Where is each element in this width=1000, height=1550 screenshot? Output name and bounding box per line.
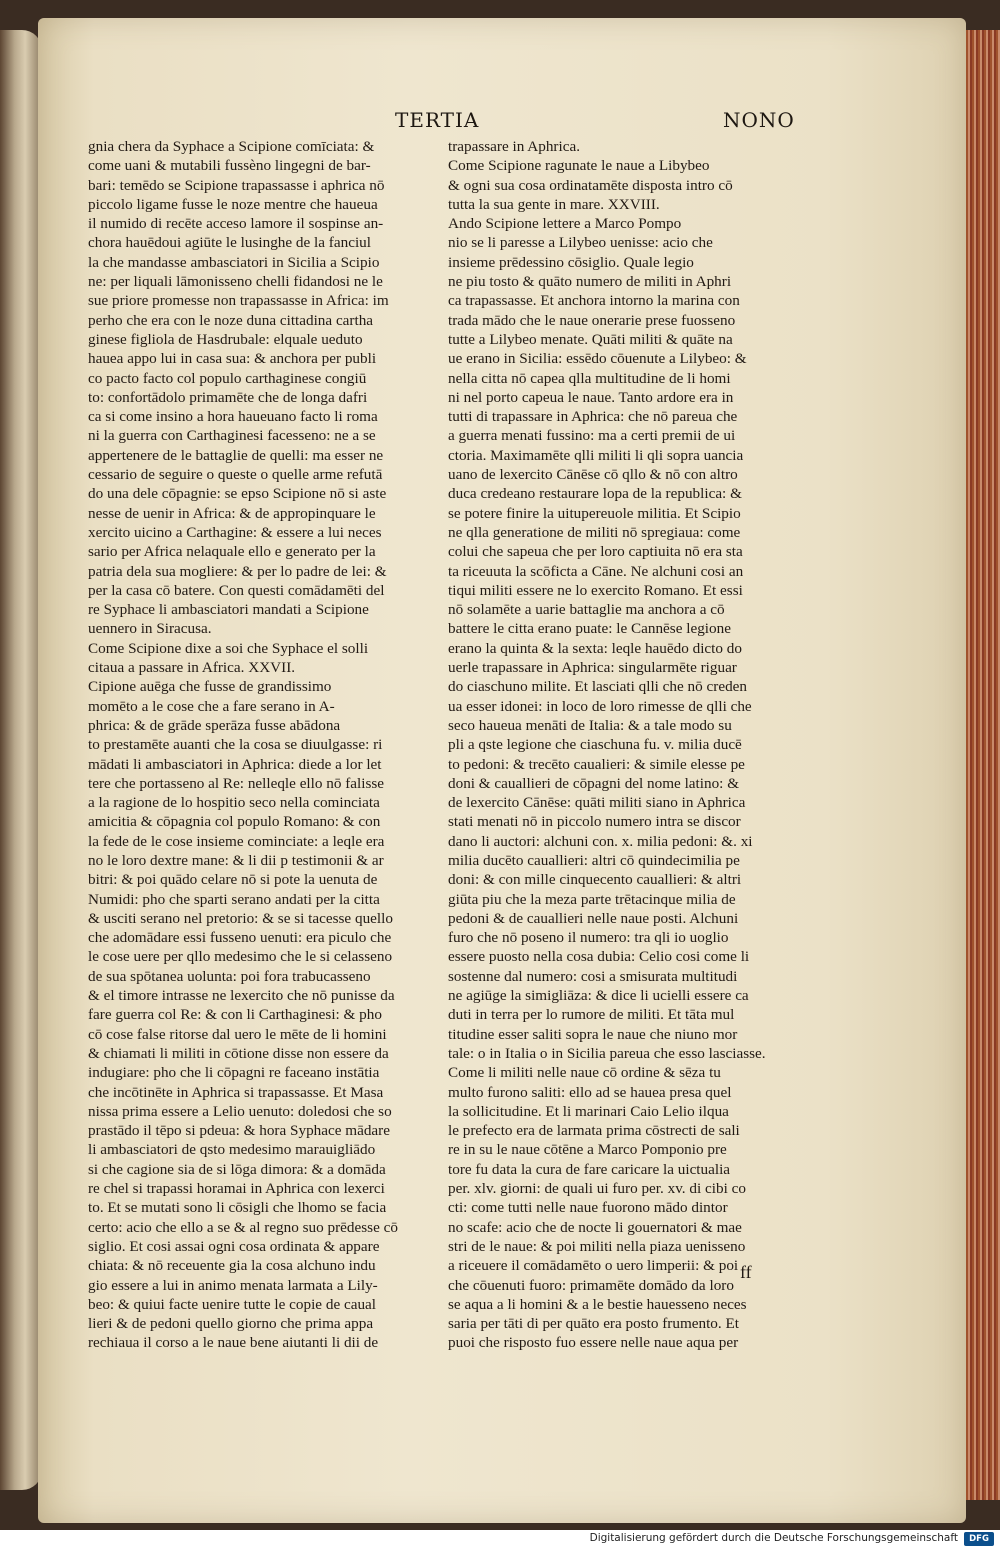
signature-mark: ff [740, 1262, 752, 1282]
left-text-column [88, 137, 434, 1353]
text-line: seco haueua menāti de Italia: & a tale modo su [448, 716, 732, 734]
text-line: nella citta nō capea qlla multitudine de li homi [448, 369, 731, 387]
text-line: Cipione auēga che fusse de grandissimo [88, 678, 332, 696]
text-line: amicitia & cōpagnia col populo Romano: & con [88, 813, 381, 831]
text-line: do una dele cōpagnie: se epso Scipione nō si aste [88, 485, 387, 503]
text-line: titudine esser saliti sopra le naue che niuno mor [448, 1025, 738, 1043]
running-head [0, 96, 1000, 136]
text-line: si che cagione sia de si lōga dimora: & a domāda [88, 1160, 386, 1178]
text-line: ni la guerra con Carthaginesi facesseno: ne a se [88, 427, 376, 445]
text-line: no le loro dextre mane: & li dii p testimonii & ar [88, 851, 384, 869]
text-line: sostenne dal numero: cosi a smisurata multitudi [448, 967, 738, 985]
text-line: ctoria. Maximamēte qlli militi li qli sopra uancia [448, 446, 744, 464]
text-line: prastādo il tēpo si pdeua: & hora Syphace mādare [88, 1122, 390, 1140]
left-page-edge [0, 30, 42, 1490]
text-line: chora hauēdoui agiūte le lusinghe de la fanciul [88, 234, 371, 252]
text-line: mādati li ambasciatori in Aphrica: diede a lor let [88, 755, 382, 773]
text-line: de sua spōtanea uolunta: poi fora trabucasseno [88, 967, 371, 985]
text-line: appertenere de le battaglie de quelli: ma esser ne [88, 446, 384, 464]
text-line: li ambasciatori de qsto medesimo marauigliādo [88, 1141, 376, 1159]
text-line: bitri: & poi quādo celare nō si pote la uenuta de [88, 871, 378, 889]
text-line: che adomādare essi fusseno uenuti: era piculo che [88, 929, 392, 947]
text-line: do ciaschuno milite. Et lasciati qlli che nō creden [448, 678, 748, 696]
text-line: to: confortādolo primamēte che de longa dafri [88, 388, 368, 406]
text-line: certo: acio che ello a se & al regno suo prēdesse cō [88, 1218, 398, 1236]
text-line: momēto a le cose che a fare serano in A- [88, 697, 335, 715]
text-line: & ogni sua cosa ordinatamēte disposta intro cō [448, 176, 733, 194]
text-line: Come li militi nelle naue cō ordine & sēza tu [448, 1064, 721, 1082]
text-line: tere che portasseno al Re: nelleqle ello nō falisse [88, 774, 385, 792]
text-line: to pedoni: & trecēto caualieri: & simile elesse pe [448, 755, 745, 773]
text-line: insieme prēdessino cōsiglio. Quale legio [448, 253, 694, 271]
text-line: cessario de seguire o queste o quelle arme refutā [88, 466, 383, 484]
text-line: a riceuere il comādamēto o uero limperii: & poi [448, 1257, 739, 1275]
text-line: sue priore promesse non trapassasse in Africa: im [88, 292, 389, 310]
text-line: tutti di trapassare in Aphrica: che nō pareua che [448, 408, 738, 426]
text-line: chiata: & nō receuente gia la cosa alchuno indu [88, 1257, 376, 1275]
text-line: ca trapassasse. Et anchora intorno la marina con [448, 292, 740, 310]
text-line: puoi che risposto fuo essere nelle naue aqua per [448, 1334, 739, 1352]
footer-bar [0, 1530, 1000, 1550]
text-line: erano la quinta & la sexta: leqle hauēdo dicto do [448, 639, 742, 657]
text-line: ue erano in Sicilia: essēdo cōuenute a Lilybeo: & [448, 350, 747, 368]
text-line: pedoni & de cauallieri nelle naue posti. Alchuni [448, 909, 739, 927]
text-line: & usciti serano nel pretorio: & se si tacesse quello [88, 909, 393, 927]
text-line: duti in terra per lo rumore de militi. Et tāta mul [448, 1006, 735, 1024]
text-line: ua esser idonei: in loco de loro rimesse de qlli che [448, 697, 752, 715]
text-line: co pacto facto col populo carthaginese congiū [88, 369, 367, 387]
text-line: sario per Africa nelaquale ello e generato per la [88, 543, 376, 561]
text-line: re Syphace li ambasciatori mandati a Scipione [88, 601, 369, 619]
text-line: fare guerra col Re: & con li Carthaginesi: & pho [88, 1006, 382, 1024]
text-line: furo che nō poseno il numero: tra qli io uoglio [448, 929, 729, 947]
text-line: nō solamēte a uarie battaglie ma anchora a cō [448, 601, 725, 619]
text-line: cō cose false ritorse dal uero le mēte de li homini [88, 1025, 387, 1043]
text-line: patria dela sua mogliere: & per lo padre de lei: & [88, 562, 387, 580]
text-line: tutte a Lilybeo menate. Quāti militi & quāte na [448, 330, 733, 348]
text-line: & chiamati li militi in cōtione disse non essere da [88, 1044, 389, 1062]
text-line: la che mandasse ambasciatori in Sicilia a Scipio [88, 253, 380, 271]
text-line: de lexercito Cānēse: quāti militi siano in Aphrica [448, 794, 746, 812]
text-line: a guerra menati fussino: ma a certi premii de ui [448, 427, 736, 445]
right-text-column [448, 137, 794, 1353]
text-line: se potere finire la uitupereuole militia. Et Scipio [448, 504, 741, 522]
text-line: & el timore intrasse ne lexercito che nō punisse da [88, 987, 395, 1005]
text-line: uennero in Siracusa. [88, 620, 212, 638]
text-line: nio se li paresse a Lilybeo uenisse: acio che [448, 234, 713, 252]
text-line: per. xlv. giorni: de quali ui furo per. xv. di cibi co [448, 1180, 746, 1198]
text-line: ne qlla generatione de militi nō spregiaua: come [448, 523, 741, 541]
text-line: ni nel porto capeua le naue. Tanto ardore era in [448, 388, 734, 406]
text-line: ne: per liquali lāmonisseno chelli fidandosi ne le [88, 273, 383, 291]
running-head-center: TERTIA [395, 108, 480, 132]
text-line: saria per tāti di per quāto era posto frumento. Et [448, 1315, 739, 1333]
text-line: re in su le naue cōtēne a Marco Pomponio pre [448, 1141, 727, 1159]
text-line: siglio. Et cosi assai ogni cosa ordinata & appare [88, 1237, 380, 1255]
text-line: no scafe: acio che de nocte li gouernatori & mae [448, 1218, 742, 1236]
text-line: come uani & mutabili fussèno lingegni de bar- [88, 157, 371, 175]
text-line: trapassare in Aphrica. [448, 138, 580, 155]
text-line: ne agiūge la simigliāza: & dice li ucielli essere ca [448, 987, 749, 1005]
text-line: bari: temēdo se Scipione trapassasse i aphrica nō [88, 176, 385, 194]
text-line: Numidi: pho che sparti serano andati per la citta [88, 890, 380, 908]
text-line: pli a qste legione che ciaschuna fu. v. milia ducē [448, 736, 742, 754]
text-line: rechiaua il corso a le naue bene aiutanti li dii de [88, 1334, 379, 1352]
text-line: indugiare: pho che li cōpagni re faceano instātia [88, 1064, 380, 1082]
text-line: doni & cauallieri de cōpagni del nome latino: & [448, 774, 740, 792]
text-line: colui che sapeua che per loro captiuita nō era sta [448, 543, 743, 561]
text-line: perho che era con le noze duna cittadina cartha [88, 311, 374, 329]
text-line: a la ragione de lo hospitio seco nella cominciata [88, 794, 380, 812]
text-line: nesse de uenir in Africa: & de appropinquare le [88, 504, 376, 522]
text-line: nissa prima essere a Lelio uenuto: doledosi che so [88, 1102, 392, 1120]
text-line: battere le citta erano puate: le Cannēse legione [448, 620, 731, 638]
text-line: piccolo ligame fusse le noze mentre che haueua [88, 195, 378, 213]
text-line: xercito uicino a Carthagine: & essere a lui neces [88, 523, 382, 541]
text-line: to. Et se mutati sono li cōsigli che lhomo se facia [88, 1199, 387, 1217]
text-line: tutta la sua gente in mare. XXVIII. [448, 195, 660, 213]
text-line: Come Scipione ragunate le naue a Libybeo [448, 157, 710, 175]
text-line: Come Scipione dixe a soi che Syphace el solli [88, 639, 369, 657]
text-line: gio essere a lui in animo menata larmata a Lily- [88, 1276, 378, 1294]
text-line: le cose uere per qllo medesimo che le si celasseno [88, 948, 393, 966]
text-line: multo furono saliti: ello ad se hauea presa quel [448, 1083, 732, 1101]
text-line: citaua a passare in Africa. XXVII. [88, 659, 296, 677]
text-line: to prestamēte auanti che la cosa se diuulgasse: ri [88, 736, 383, 754]
text-line: se aqua a li homini & a le bestie hauesseno neces [448, 1295, 747, 1313]
text-line: Ando Scipione lettere a Marco Pompo [448, 215, 682, 233]
text-line: giūta piu che la meza parte trētacinque milia de [448, 890, 736, 908]
text-line: milia ducēto cauallieri: altri cō quindecimilia pe [448, 851, 740, 869]
text-line: essere puosto nella cosa dubia: Celio cosi come li [448, 948, 750, 966]
text-line: tiqui militi essere ne lo exercito Romano. Et essi [448, 581, 743, 599]
page-edges-right [960, 30, 1000, 1500]
text-line: stati menati nō in piccolo numero intra se discor [448, 813, 741, 831]
funding-note: Digitalisierung gefördert durch die Deutsche Forschungsgemeinschaft [589, 1532, 958, 1544]
text-line: la fede de le cose insieme cominciate: a leqle era [88, 832, 385, 850]
text-line: uerle trapassare in Aphrica: singularmēte riguar [448, 659, 737, 677]
text-line: lieri & de pedoni quello giorno che prima appa [88, 1315, 374, 1333]
text-line: beo: & quiui facte uenire tutte le copie de caual [88, 1295, 377, 1313]
text-line: ta riceuuta la scōficta a Cāne. Ne alchuni cosi an [448, 562, 744, 580]
text-line: uano de lexercito Cānēse cō qllo & nō con altro [448, 466, 738, 484]
text-line: trada mādo che le naue onerarie prese fuosseno [448, 311, 736, 329]
text-line: stri de le naue: & poi militi nella piaza uenisseno [448, 1237, 746, 1255]
text-line: per la casa cō batere. Con questi comādamēti del [88, 581, 385, 599]
text-line: tore fu data la cura de fare caricare la uictualia [448, 1160, 731, 1178]
text-line: la sollicitudine. Et li marinari Caio Lelio ilqua [448, 1102, 729, 1120]
text-line: tale: o in Italia o in Sicilia pareua che esso lasciasse. [448, 1044, 766, 1062]
text-line: gnia chera da Syphace a Scipione comīciata: & [88, 138, 375, 155]
running-head-right: NONO [723, 108, 795, 132]
text-line: ne piu tosto & quāto numero de militi in Aphri [448, 273, 732, 291]
text-line: le prefecto era de larmata prima cōstrecti de sali [448, 1122, 740, 1140]
text-line: che cōuenuti fuoro: primamēte domādo da loro [448, 1276, 734, 1294]
dfg-logo: DFG [964, 1532, 994, 1546]
text-line: ca si come insino a hora haueuano facto li roma [88, 408, 378, 426]
text-line: hauea appo lui in casa sua: & anchora per publi [88, 350, 377, 368]
text-line: re chel si trapassi horamai in Aphrica con lexerci [88, 1180, 385, 1198]
text-line: che incōtinēte in Aphrica si trapassasse. Et Masa [88, 1083, 384, 1101]
text-line: dano li auctori: alchuni con. x. milia pedoni: &. xi [448, 832, 753, 850]
text-line: il numido di recēte acceso lamore il sospinse an- [88, 215, 384, 233]
text-line: ginese figliola de Hasdrubale: elquale ueduto [88, 330, 363, 348]
text-line: doni: & con mille cinquecento cauallieri: & altri [448, 871, 742, 889]
text-line: duca credeano restaurare lopa de la republica: & [448, 485, 742, 503]
text-line: cti: come tutti nelle naue fuorono mādo dintor [448, 1199, 728, 1217]
text-line: phrica: & de grāde sperāza fusse abādona [88, 716, 341, 734]
